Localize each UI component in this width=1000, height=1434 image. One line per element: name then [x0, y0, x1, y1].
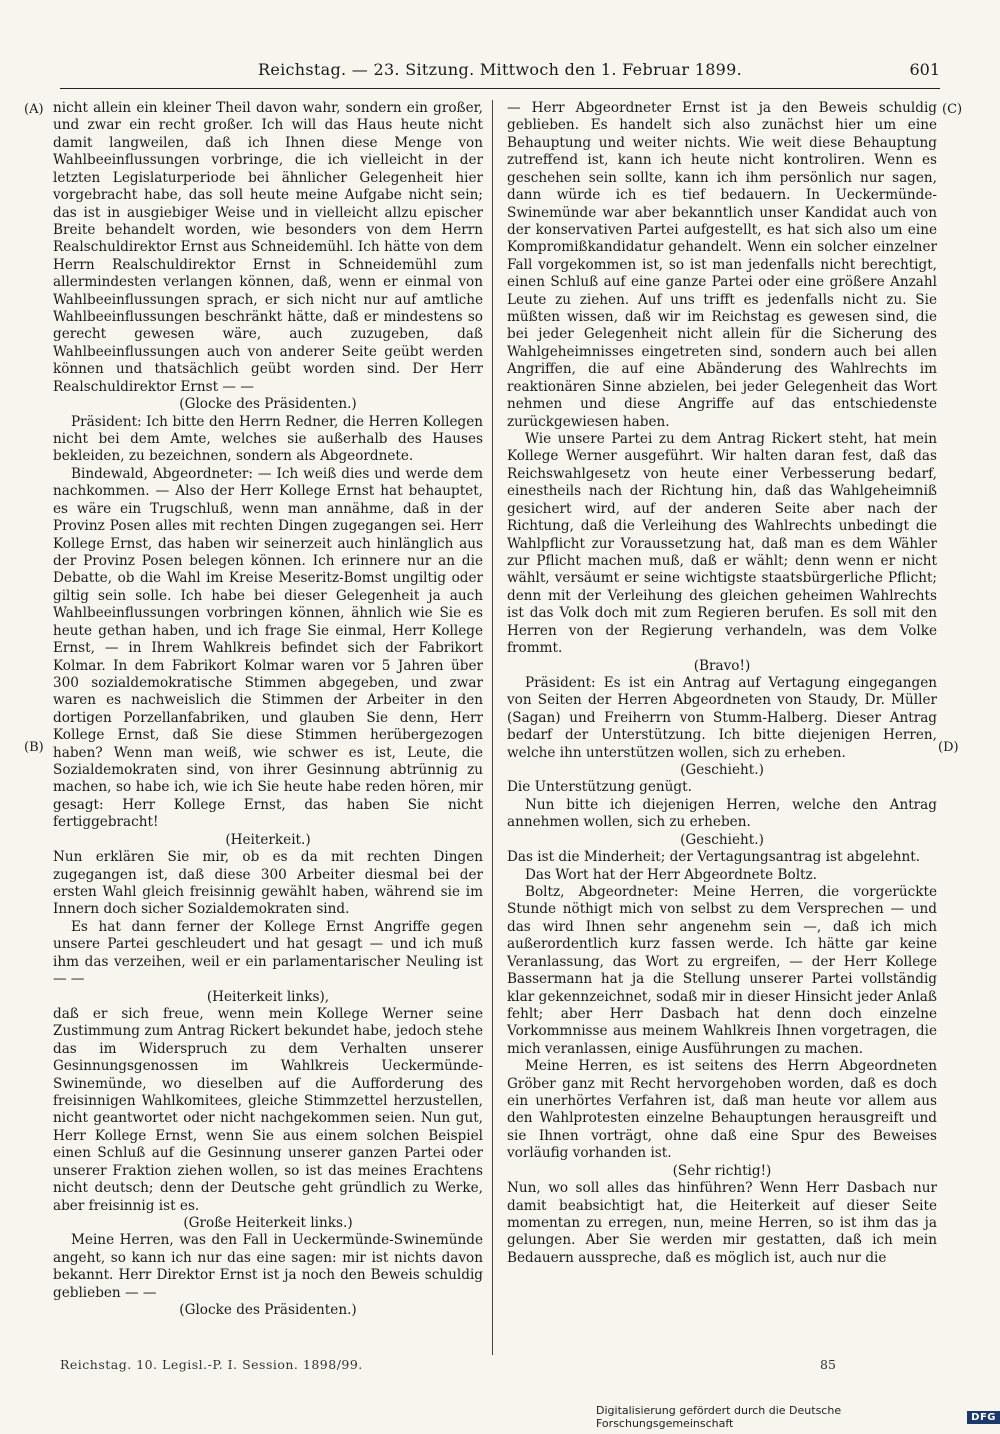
- page-number: 601: [909, 60, 940, 79]
- interjection: (Sehr richtig!): [672, 1162, 772, 1179]
- footer-signature: Reichstag. 10. Legisl.-P. I. Session. 1898/99.: [60, 1357, 363, 1372]
- paragraph: Es hat dann ferner der Kollege Ernst Angriffe gegen unsere Partei geschleudert und hat gesagt — und ich muß ihm das verzeihen, weil er ein parlamentarischer Neuling ist — —: [53, 918, 483, 988]
- paragraph: Meine Herren, was den Fall in Ueckermünde-Swinemünde angeht, so kann ich nur das eine sagen: mir ist nichts davon bekannt. Herr Direktor Ernst ist ja noch den Beweis schuldig geblieben — —: [53, 1232, 483, 1301]
- paragraph: Meine Herren, es ist seitens des Herrn Abgeordneten Gröber ganz mit Recht hervorgehoben worden, daß es doch ein unerhörtes Verfahren ist, daß man heute vor allem aus den Wahlprotesten einzelne Behauptungen herausgreift und sie Ihnen vorträgt, ohne daß eine Spur des Beweises vorläufig vorhanden ist.: [507, 1058, 937, 1162]
- paragraph: Nun, wo soll alles das hinführen? Wenn Herr Dasbach nur damit beabsichtigt hat, die Heiterkeit auf dieser Seite momentan zu erregen, nun, meine Herren, so ist ihm das ja gelungen. Aber Sie werden mir gestatten, daß ich mein Bedauern ausspreche, daß es möglich ist, auch nur die: [507, 1180, 937, 1266]
- paragraph: Präsident: Es ist ein Antrag auf Vertagung eingegangen von Seiten der Herren Abgeordneten von Staudy, Dr. Müller (Sagan) und Freiherrn von Stumm-Halberg. Dieser Antrag bedarf der Unterstützung. Ich bitte diejenigen Herren, welche ihn unterstützen wollen, sich zu erheben.: [507, 674, 937, 761]
- interjection: (Glocke des Präsidenten.): [179, 396, 357, 413]
- interjection: (Heiterkeit links),: [206, 988, 330, 1005]
- footer-sheet-number: 85: [820, 1357, 836, 1372]
- dfg-credit-text: Digitalisierung gefördert durch die Deutsche Forschungsgemeinschaft: [596, 1404, 842, 1430]
- dfg-logo: DFG: [967, 1411, 1000, 1424]
- interjection: (Geschieht.): [680, 831, 764, 848]
- interjection: (Heiterkeit.): [225, 831, 311, 848]
- paragraph: Bindewald, Abgeordneter: — Ich weiß dies und werde dem nachkommen. — Also der Herr Kollege Ernst hat behauptet, es wäre ein Trugschluß, wenn man annähme, daß in der Provinz Posen alles mit rechten Dingen zugegangen sei. Herr Kollege Ernst, das haben wir seinerzeit auch hinlänglich aus der Provinz Posen belegen können. Ich erinnere nur an die Debatte, ob die Wahl im Kreise Meseritz-Bomst ungiltig oder giltig sein solle. Ich habe bei dieser Gelegenheit ja auch Wahlbeeinflussungen vorbringen können, ähnlich wie Sie es heute gethan haben, und ich frage Sie einmal, Herr Kollege Ernst, — in Ihrem Wahlkreis befindet sich der Fabrikort Kolmar. In dem Fabrikort Kolmar waren vor 5 Jahren über 300 sozialdemokratische Stimmen abgegeben, und zwar waren es nachweislich die Stimmen der Arbeiter in den dortigen Porzellanfabriken, und glauben Sie denn, Herr Kollege Ernst, daß Sie diese Stimmen herübergezogen haben? Wenn man weiß, wie schwer es ist, Leute, die Sozialdemokraten sind, von ihrer Gesinnung abtrünnig zu machen, so habe ich, wie ich Sie heute habe reden hören, mir gesagt: Herr Kollege Ernst, das haben Sie nicht fertiggebracht!: [53, 465, 483, 831]
- page-header: [60, 60, 940, 89]
- running-title: Reichstag. — 23. Sitzung. Mittwoch den 1. Februar 1899.: [257, 60, 743, 79]
- paragraph: Nun bitte ich diejenigen Herren, welche den Antrag annehmen wollen, sich zu erheben.: [507, 796, 937, 831]
- paragraph: Nun erklären Sie mir, ob es da mit rechten Dingen zugegangen ist, daß diese 300 Arbeiter diesmal bei der ersten Wahl gleich freisinnig gewählt haben, während sie im Innern doch sicher Sozialdemokraten sind.: [53, 849, 483, 918]
- paragraph: Die Unterstützung genügt.: [507, 779, 692, 796]
- interjection: (Bravo!): [693, 657, 751, 674]
- paragraph: nicht allein ein kleiner Theil davon wahr, sondern ein großer, und zwar ein recht großer. Ich will das Haus heute nicht damit langweilen, daß ich Ihnen diese Menge von Wahlbeeinflussungen vorbringe, die ich vielleicht in der letzten Legislaturperiode bei ähnlicher Gelegenheit hier vorgebracht habe, das soll heute meine Aufgabe nicht sein; das ist in ausgiebiger Weise und in vielleicht allzu epischer Breite behandelt worden, wie besonders von dem Herrn Realschuldirektor Ernst aus Schneidemühl. Ich hätte von dem Herrn Realschuldirektor Ernst in Schneidemühl zum allermindesten verlangen können, daß, wenn er einmal von Wahlbeeinflussungen sprach, er sich nicht nur auf amtliche Wahlbeeinflussungen beschränkt hätte, daß er mindestens so gerecht gewesen wäre, auch zuzugeben, daß Wahlbeeinflussungen auch von anderer Seite geübt werden können und thatsächlich geübt worden sind. Der Herr Realschuldirektor Ernst — —: [53, 100, 483, 395]
- margin-marker-b: (B): [24, 740, 44, 755]
- margin-marker-d: (D): [938, 740, 959, 755]
- paragraph: Das ist die Minderheit; der Vertagungsantrag ist abgelehnt.: [507, 849, 921, 866]
- dfg-credit: [596, 1404, 1000, 1430]
- margin-marker-a: (A): [24, 102, 44, 117]
- paragraph: — Herr Abgeordneter Ernst ist ja den Beweis schuldig geblieben. Es handelt sich also zunächst hier um eine Behauptung und weiter nichts. Wie weit diese Behauptung zutreffend ist, kann ich heute nicht kontroliren. Wenn es geschehen sein sollte, kann ich ihm persönlich nur sagen, dann würde ich es tief bedauern. In Ueckermünde-Swinemünde war aber bekanntlich unser Kandidat auch von der konservativen Partei aufgestellt, es hat sich also um eine Kompromißkandidatur gehandelt. Wenn ein solcher einzelner Fall vorgekommen ist, so ist man jedenfalls nicht berechtigt, einen Schluß auf eine ganze Partei oder eine größere Anzahl Leute zu ziehen. Auf uns trifft es jedenfalls nicht zu. Sie müßten wissen, daß wir im Reichstag es gewesen sind, die bei jeder Gelegenheit nicht allein für die Sicherung des Wahlgeheimnisses eingetreten sind, sondern auch bei allen Angriffen, die auf eine Abänderung des Wahlrechts im reaktionären Sinne abzielen, bei jeder Gelegenheit das Wort nehmen und diese Angriffe auf das entschiedenste zurückgewiesen haben.: [507, 100, 937, 430]
- margin-marker-c: (C): [942, 102, 963, 117]
- interjection: (Große Heiterkeit links.): [183, 1215, 353, 1231]
- paragraph: Boltz, Abgeordneter: Meine Herren, die vorgerückte Stunde nöthigt mich von selbst zu dem Versprechen — und das wird Ihnen sehr angenehm sein —, daß ich mich außerordentlich kurz fassen werde. Ich hätte gar keine Veranlassung, das Wort zu ergreifen, — der Herr Kollege Bassermann hat ja die Stellung unserer Partei vollständig klar gekennzeichnet, sodaß mir in dieser Hinsicht jeder Anlaß fehlt; aber Herr Dasbach hat denn doch einzelne Vorkommnisse aus meinem Wahlkreis Ihnen vorgetragen, die mich veranlassen, einige Ausführungen zu machen.: [507, 883, 937, 1057]
- paragraph: Präsident: Ich bitte den Herrn Redner, die Herren Kollegen nicht bei dem Amte, welches sie außerhalb des Hauses bekleiden, zu bezeichnen, sondern als Abgeordnete.: [53, 413, 483, 465]
- paragraph: Wie unsere Partei zu dem Antrag Rickert steht, hat mein Kollege Werner ausgeführt. Wir halten daran fest, daß das Reichswahlgesetz von heute einer Verbesserung bedarf, einestheils nach der Richtung hin, daß das Wahlgeheimniß gesichert wird, auf der anderen Seite aber nach der Richtung, daß die Verleihung des Wahlrechts unbedingt die Wahlpflicht zur Voraussetzung hat, daß man es dem Wähler zur Pflicht machen muß, daß er wählt; denn wenn er nicht wählt, versäumt er seine wichtigste staatsbürgerliche Pflicht; denn mit der Verleihung des gleichen geheimen Wahlrechts ist das Volk doch mit zum Regieren berufen. Es soll mit den Herren von der Regierung verhandeln, was dem Volke frommt.: [507, 431, 937, 657]
- interjection: (Glocke des Präsidenten.): [179, 1302, 357, 1319]
- column-divider: [492, 100, 493, 1355]
- paragraph: Das Wort hat der Herr Abgeordnete Boltz.: [525, 866, 817, 883]
- paragraph: daß er sich freue, wenn mein Kollege Werner seine Zustimmung zum Antrag Rickert bekundet habe, jedoch stehe das im Widerspruch zu dem Verhalten unserer Gesinnungsgenossen im Wahlkreis Ueckermünde-Swinemünde, wo dieselben auf die Aufforderung des freisinnigen Wahlkomitees, gleiche Stimmzettel herzustellen, nicht geantwortet oder nicht nachgekommen seien. Nun gut, Herr Kollege Ernst, wenn Sie aus einem solchen Beispiel einen Schluß auf die Gesinnung unserer ganzen Partei oder unserer Fraktion ziehen wollen, so ist das meines Erachtens nicht deutsch; denn der Deutsche geht gründlich zu Werke, aber freisinnig ist es.: [53, 1005, 483, 1214]
- left-column: [53, 100, 483, 1320]
- right-column: [507, 100, 937, 1267]
- interjection: (Geschieht.): [680, 762, 764, 779]
